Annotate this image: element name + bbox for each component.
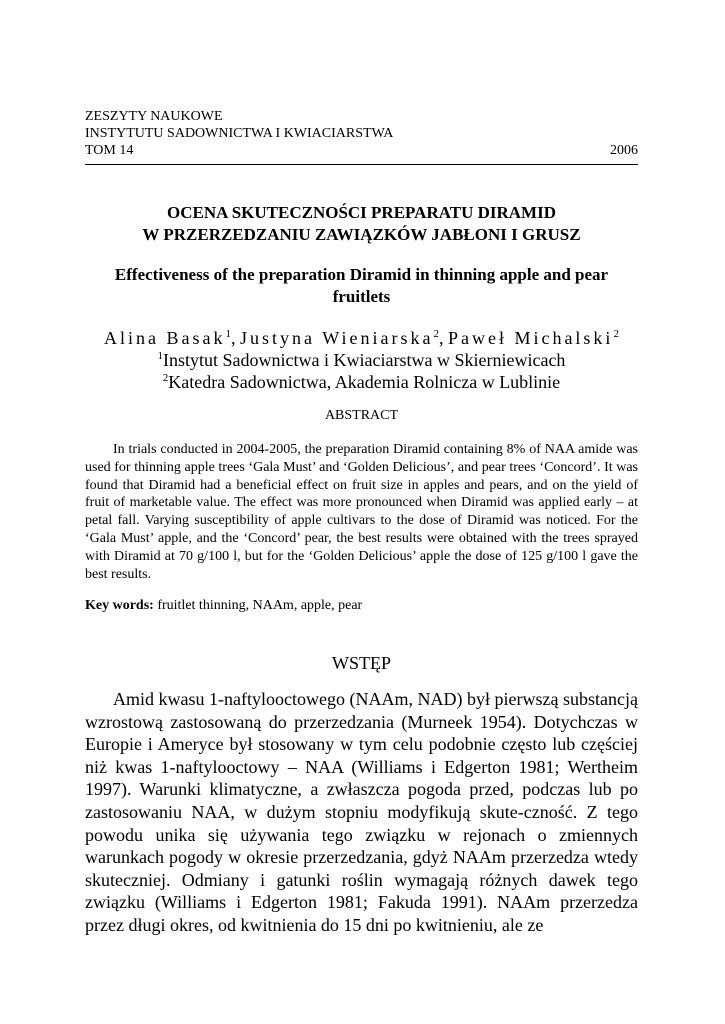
affiliation-mark: 2	[162, 372, 169, 384]
title-english	[85, 264, 638, 308]
affiliation-2	[85, 367, 638, 393]
affiliation-text: Instytut Sadownictwa i Kwiaciarstwa w Skierniewicach	[163, 350, 566, 370]
volume-year: 2006	[610, 143, 638, 158]
header-divider	[85, 164, 638, 165]
title-english-line2: fruitlets	[332, 287, 391, 306]
title-polish	[85, 202, 638, 246]
journal-header	[85, 108, 638, 159]
affiliation-text: Katedra Sadownictwa, Akademia Rolnicza w Lublinie	[168, 372, 561, 392]
journal-name-line2: INSTYTUTU SADOWNICTWA I KWIACIARSTWA	[85, 126, 394, 141]
title-polish-line2: W PRZERZEDZANIU ZAWIĄZKÓW JABŁONI I GRUSZ	[142, 225, 581, 244]
affiliation-mark: 1	[157, 350, 164, 362]
abstract-heading: ABSTRACT	[324, 408, 399, 423]
author-affiliation-mark: 2	[433, 328, 439, 340]
section-body: Amid kwasu 1-naftylooctowego (NAAm, NAD) był pierwszą substancją wzrostową zastosowaną do przerzedzania (Murneek 1954). Dotychczas w Europie i Ameryce był stosowany w tym celu podobnie często lub częściej niż kwas 1-naftylooctowy – NAA (Williams i Edgerton 1981; Wertheim 1997). Warunki klimatyczne, a zwłaszcza pogoda przed, podczas lub po zastosowaniu NAA, w dużym stopniu modyfikują skute-czność. Z tego powodu unika się używania tego związku w rejonach o zmiennych warunkach pogody w okresie przerzedzania, gdyż NAAm przerzedza wtedy skuteczniej. Odmiany i gatunki roślin wymagają różnych dawek tego związku (Williams i Edgerton 1981; Fakuda 1991). NAAm przerzedza przez długi okres, od kwitnienia do 15 dni po kwitnieniu, ale ze	[85, 689, 638, 935]
author-name: Paweł Michalski	[447, 328, 614, 348]
keywords	[85, 597, 638, 615]
section-heading: WSTĘP	[331, 653, 391, 673]
volume-number: TOM 14	[85, 143, 134, 158]
author-name: Alina Basak	[104, 328, 226, 348]
abstract-body: In trials conducted in 2004-2005, the preparation Diramid containing 8% of NAA amide was used for thinning apple trees ‘Gala Must’ and ‘Golden Delicious’, and pear trees ‘Concord’. It was found that Diramid had a beneficial effect on fruit size in apples and pears, and on the yield of fruit of marketable value. The effect was more pronounced when Diramid was applied early – at petal fall. Varying susceptibility of apple cultivars to the dose of Diramid was noticed. For the ‘Gala Must’ apple, and the ‘Concord’ pear, the best results were obtained with the trees sprayed with Diramid at 70 g/100 l, but for the ‘Golden Delicious’ apple the dose of 125 g/100 l gave the best results.	[85, 442, 638, 582]
author-affiliation-mark: 2	[613, 328, 619, 340]
volume-row	[85, 142, 638, 159]
title-english-line1: Effectiveness of the preparation Diramid in thinning apple and pear	[114, 265, 609, 284]
journal-name-line1: ZESZYTY NAUKOWE	[85, 109, 223, 124]
keywords-label: Key words:	[85, 598, 154, 613]
title-polish-line1: OCENA SKUTECZNOŚCI PREPARATU DIRAMID	[167, 203, 556, 222]
keywords-text: fruitlet thinning, NAAm, apple, pear	[157, 598, 363, 613]
author-affiliation-mark: 1	[225, 328, 232, 340]
authors-line: Alina Basak$^1$, Justyna Wieniarska$^2$, Paweł Michalski$^2$	[104, 328, 619, 348]
author-name: Justyna Wieniarska	[240, 328, 434, 348]
